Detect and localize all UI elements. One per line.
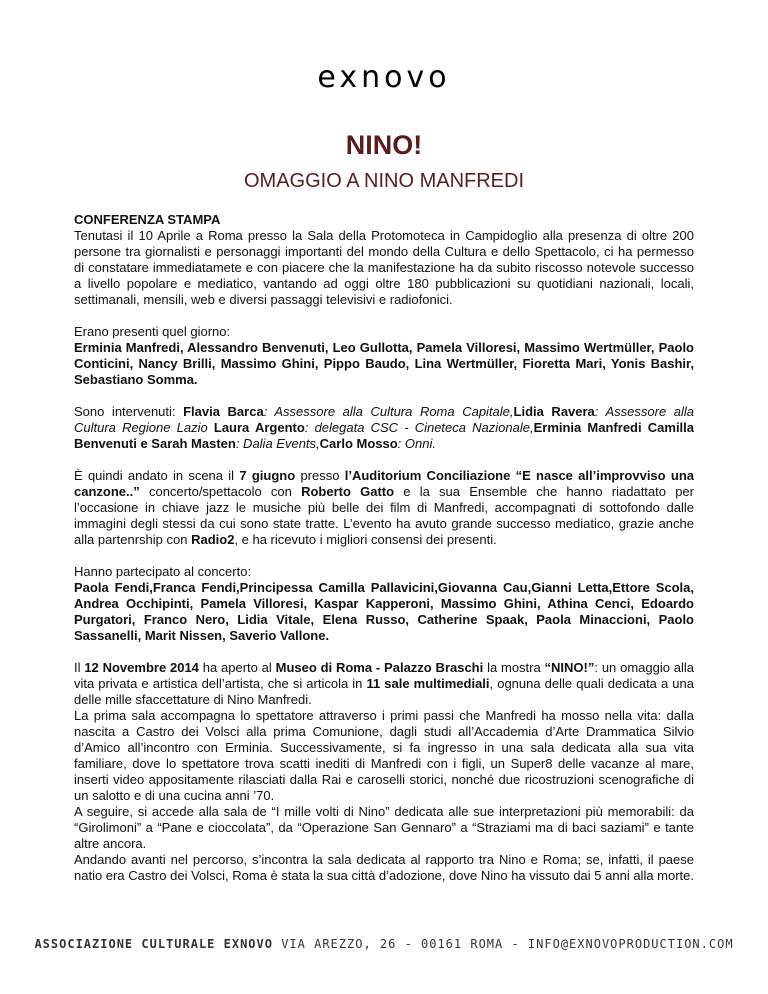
bold-run: 7 giugno: [239, 468, 296, 483]
text-run: Andando avanti nel percorso, s’incontra la sala dedicata al rapporto tra Nino e Roma; se, infatti, il paese natio era Castro dei Volsci, Roma è stata la sua città d’adozione, dove Nino ha vissuto dai 5 anni alla morte.: [74, 852, 695, 883]
footer-org: ASSOCIAZIONE CULTURALE EXNOVO: [34, 937, 273, 951]
concert-paragraph: [74, 468, 694, 548]
bold-run: “NINO!”: [544, 660, 595, 675]
speaker-role: : Onni.: [397, 436, 436, 451]
document-body: [74, 212, 694, 900]
press-conference-paragraph: [74, 212, 694, 308]
text-run: , e ha ricevuto i migliori consensi dei presenti.: [234, 532, 497, 547]
speaker-name: Lidia Ravera: [513, 404, 595, 419]
speaker-name: Flavia Barca: [183, 404, 264, 419]
attendees-paragraph: [74, 324, 694, 388]
exhibition-paragraph: [74, 660, 694, 884]
speakers-paragraph: [74, 404, 694, 452]
speaker-role: : Assessore alla Cultura Roma Capitale,: [263, 404, 514, 419]
bold-run: Radio2: [191, 532, 235, 547]
paragraph-text: Erano presenti quel giorno:: [74, 324, 231, 339]
section-heading: CONFERENZA STAMPA: [74, 212, 221, 227]
text-run: , ognuna delle quali dedicata a una delle mille sfaccettature di Nino Manfredi.: [74, 676, 694, 707]
attendee-names: Erminia Manfredi, Alessandro Benvenuti, Leo Gullotta, Pamela Villoresi, Massimo Wertmüller, Paolo Conticini, Nancy Brilli, Massimo Ghini, Pippo Baudo, Lina Wertmüller, Fioretta Mari, Yonis Bashir, Sebastiano Somma.: [74, 340, 694, 387]
guest-names: Paola Fendi,Franca Fendi,Principessa Camilla Pallavicini,Giovanna Cau,Gianni Letta,Ettore Scola, Andrea Occhipinti, Pamela Villoresi, Kaspar Kapperoni, Massimo Ghini, Athina Cenci, Edoardo Purgatori, Franco Nero, Lidia Vitale, Elena Russo, Catherine Spaak, Paola Minaccioni, Paolo Sassanelli, Marit Nissen, Saverio Vallone.: [74, 580, 694, 643]
bold-run: Museo di Roma - Palazzo Braschi: [275, 660, 484, 675]
page-subtitle: OMAGGIO A NINO MANFREDI: [243, 170, 525, 192]
text-run: La prima sala accompagna lo spettatore attraverso i primi passi che Manfredi ha mosso nella vita: dalla nascita a Castro dei Volsci alla prima Comunione, dagli studi all’Accademia d’Arte Drammatica Silvio d’Amico all’incontro con Erminia. Successivamente, si fa ingresso in una sala dedicata alla sua vita familiare, dove lo spettatore trova scatti inediti di Manfredi con i figli, un Super8 delle vacanze al mare, inserti video appositamente rilasciati dalla Rai e caroselli storici, nonché due ricostruzioni scenografiche di un salotto e di una cucina anni ’70.: [74, 708, 694, 803]
bold-run: Roberto Gatto: [301, 484, 395, 499]
speaker-role: : Dalia Events,: [235, 436, 320, 451]
speaker-role: : delegata CSC - Cineteca Nazionale,: [304, 420, 534, 435]
page-title: NINO!: [345, 130, 423, 160]
text-run: la mostra: [483, 660, 545, 675]
text-run: Il: [74, 660, 85, 675]
concert-guests-paragraph: [74, 564, 694, 644]
speaker-role: : Assessore alla Cultura Regione Lazio: [74, 404, 694, 435]
exnovo-logo: exnovo: [317, 60, 451, 95]
bold-run: 11 sale multimediali: [366, 676, 490, 691]
text-run: È quindi andato in scena il: [74, 468, 240, 483]
text-run: A seguire, si accede alla sala de “I mille volti di Nino” dedicata alle sue interpretazioni più memorabili: da “Girolimoni” a “Pane e cioccolata”, da “Operazione San Gennaro” a “Straziami ma di baci saziami” e tante altre ancora.: [74, 804, 694, 851]
footer: [0, 937, 768, 951]
text-run: presso: [295, 468, 345, 483]
speaker-name: Carlo Mosso: [319, 436, 398, 451]
text-run: concerto/spettacolo con: [139, 484, 302, 499]
speakers-lead: Sono intervenuti:: [74, 404, 184, 419]
footer-address: VIA AREZZO, 26 - 00161 ROMA - INFO@EXNOVOPRODUCTION.COM: [272, 937, 734, 951]
speaker-name: Laura Argento: [213, 420, 305, 435]
paragraph-text: Tenutasi il 10 Aprile a Roma presso la Sala della Protomoteca in Campidoglio alla presenza di oltre 200 persone tra giornalisti e personaggi importanti del mondo della Cultura e dello Spettacolo, ci ha permesso di constatare immediatamete e con piacere che la manifestazione ha da subito riscosso notevole successo a livello popolare e mediatico, vantando ad oggi oltre 180 pubblicazioni su quotidiani nazionali, locali, settimanali, mensili, web e diversi passaggi televisivi e radiofonici.: [74, 228, 694, 307]
speaker-name: Erminia Manfredi Camilla Benvenuti e Sarah Masten: [74, 420, 695, 451]
text-run: e la sua Ensemble che hanno riadattato per l’occasione in chiave jazz le musiche più belle dei film di Manfredi, accompagnati di sottofondo dalle immagini degli stessi da cui sono state tratte. L’evento ha avuto grande successo mediatico, grazie anche alla partenrship con: [74, 484, 694, 547]
text-run: ha aperto al: [198, 660, 276, 675]
paragraph-text: Hanno partecipato al concerto:: [74, 564, 252, 579]
text-run: : un omaggio alla vita privata e artistica dell’artista, che si articola in: [74, 660, 695, 691]
bold-run: 12 Novembre 2014: [84, 660, 199, 675]
bold-run: l’Auditorium Conciliazione “E nasce all’improvviso una canzone..”: [74, 468, 694, 499]
